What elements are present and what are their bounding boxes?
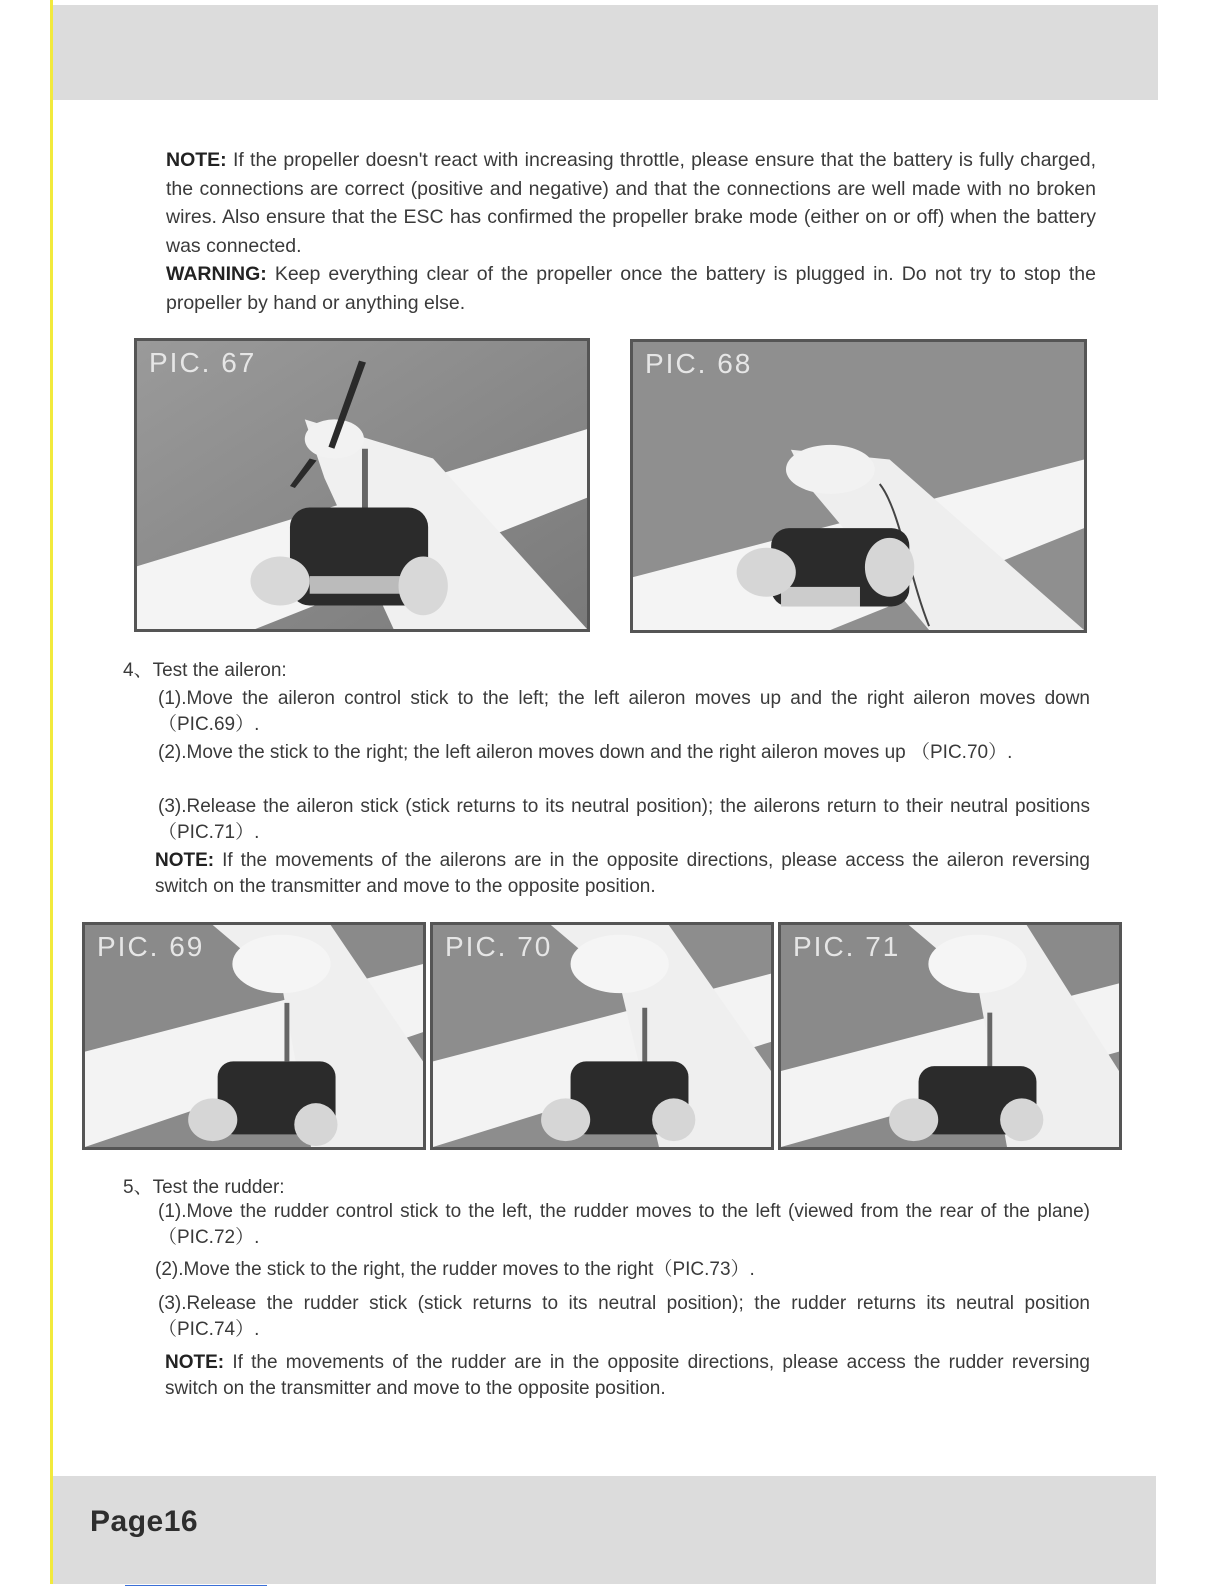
rudder-step-2: (2).Move the stick to the right, the rudder moves to the right（PIC.73）. bbox=[155, 1259, 755, 1280]
note-rudder bbox=[165, 1350, 1090, 1402]
page-header-band bbox=[53, 5, 1158, 100]
note-label: NOTE: bbox=[155, 850, 215, 871]
rudder-step-1: (1).Move the rudder control stick to the left, the rudder moves to the left (viewed from the rear of the plane)（PIC.72）. bbox=[158, 1201, 1090, 1248]
photo-transmitter-propeller bbox=[137, 341, 587, 629]
aileron-heading: 4、Test the aileron: bbox=[123, 660, 287, 681]
pic-67-label: PIC. 67 bbox=[149, 347, 257, 378]
pic-68-label: PIC. 68 bbox=[645, 348, 753, 379]
rudder-step-3: (3).Release the rudder stick (stick returns to its neutral position); the rudder returns its neutral position（PIC.74）. bbox=[158, 1293, 1090, 1340]
aileron-step-3: (3).Release the aileron stick (stick returns to its neutral position); the ailerons return to their neutral positions（PIC.71）. bbox=[158, 796, 1090, 843]
note-label: NOTE: bbox=[166, 149, 227, 171]
photo-pic-71 bbox=[778, 922, 1122, 1150]
photo-pic-68 bbox=[630, 339, 1087, 633]
aileron-step-2: (2).Move the stick to the right; the left aileron moves down and the right aileron moves up （PIC.70）. bbox=[158, 742, 1013, 763]
page-number: Page16 bbox=[90, 1505, 199, 1538]
rudder-heading: 5、Test the rudder: bbox=[123, 1177, 285, 1198]
left-margin-line bbox=[50, 0, 53, 1584]
photo-pic-70 bbox=[430, 922, 774, 1150]
aileron-step-1: (1).Move the aileron control stick to the left; the left aileron moves up and the right aileron moves down（PIC.69）. bbox=[158, 688, 1090, 735]
warning-label: WARNING: bbox=[166, 263, 267, 285]
photo-pic-69 bbox=[82, 922, 426, 1150]
note-text: If the propeller doesn't react with increasing throttle, please ensure that the battery is fully charged, the connections are correct (positive and negative) and that the connections are well made with no broken wires. Also ensure that the ESC has confirmed the propeller brake mode (either on or off) when the battery was connected. bbox=[166, 149, 1096, 257]
pic-69-label: PIC. 69 bbox=[97, 931, 205, 962]
note-text: If the movements of the ailerons are in the opposite directions, please access the aileron reversing switch on the transmitter and move to the opposite position. bbox=[155, 850, 1090, 897]
note-text: If the movements of the rudder are in the opposite directions, please access the rudder reversing switch on the transmitter and move to the opposite position. bbox=[165, 1352, 1090, 1399]
note-propeller bbox=[166, 146, 1096, 317]
pic-70-label: PIC. 70 bbox=[445, 931, 553, 962]
warning-text: Keep everything clear of the propeller once the battery is plugged in. Do not try to stop the propeller by hand or anything else. bbox=[166, 263, 1096, 314]
pic-71-label: PIC. 71 bbox=[793, 931, 901, 962]
note-aileron bbox=[155, 848, 1090, 900]
page-footer-band bbox=[53, 1476, 1156, 1584]
note-label: NOTE: bbox=[165, 1352, 225, 1373]
photo-pic-67 bbox=[134, 338, 590, 632]
photo-transmitter-wing bbox=[633, 342, 1084, 630]
